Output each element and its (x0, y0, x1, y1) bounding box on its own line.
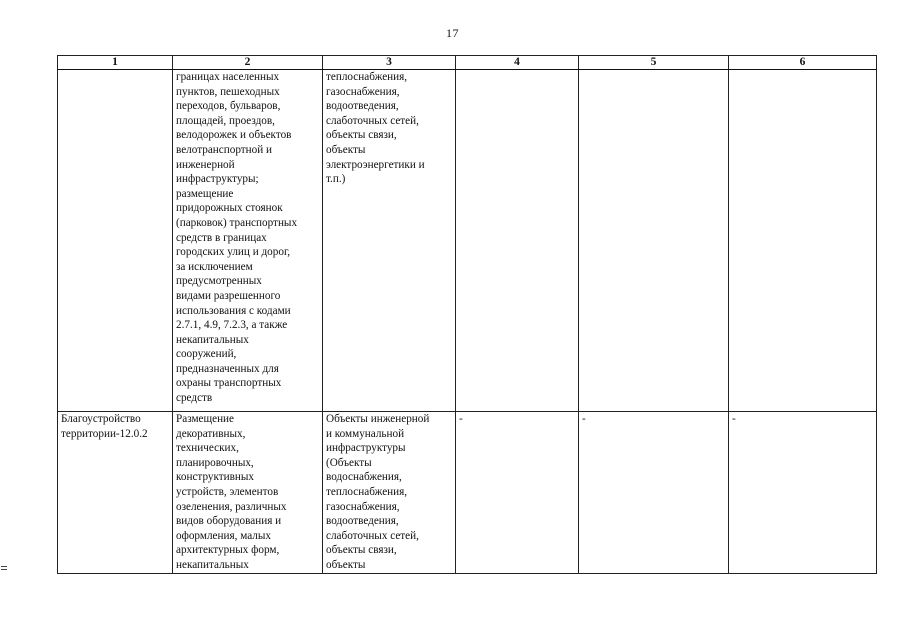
page-number: 17 (446, 26, 459, 40)
table-row (58, 412, 877, 574)
margin-line (1, 569, 7, 570)
infrastructure-objects-cell: Объекты инженерной и коммунальной инфраструктуры (Объекты водоснабжения, теплоснабжения, газоснабжения, водоотведения, слаботочных сетей, объекты связи, объекты (323, 412, 456, 574)
land-use-description-cell: Размещение декоративных, технических, планировочных, конструктивных устройств, элементов озеленения, различных видов оборудования и оформления, малых архитектурных форм, некапитальных (173, 412, 323, 574)
column-header-4: 4 (456, 56, 579, 70)
land-use-description-cell: границах населенных пунктов, пешеходных переходов, бульваров, площадей, проездов, велодорожек и объектов велотранспортной и инженерной инфраструктуры; размещение придорожных стоянок (парковок) транспортных средств в границах городских улиц и дорог, за исключением предусмотренных видами разрешенного использования с кодами 2.7.1, 4.9, 7.2.3, а также некапитальных сооружений, предназначенных для охраны транспортных средств (173, 70, 323, 412)
column-6-cell: - (729, 412, 877, 574)
column-4-cell (456, 70, 579, 412)
column-4-cell: - (456, 412, 579, 574)
land-use-name-cell (58, 70, 173, 412)
column-header-6: 6 (729, 56, 877, 70)
infrastructure-objects-cell: теплоснабжения, газоснабжения, водоотведения, слаботочных сетей, объекты связи, объекты электроэнергетики и т.п.) (323, 70, 456, 412)
table-row (58, 70, 877, 412)
margin-line (1, 566, 7, 567)
column-header-3: 3 (323, 56, 456, 70)
land-use-table (57, 55, 877, 574)
column-6-cell (729, 70, 877, 412)
land-use-name-cell: Благоустройство территории-12.0.2 (58, 412, 173, 574)
column-header-5: 5 (579, 56, 729, 70)
column-header-1: 1 (58, 56, 173, 70)
column-5-cell: - (579, 412, 729, 574)
column-5-cell (579, 70, 729, 412)
column-header-2: 2 (173, 56, 323, 70)
margin-scan-mark (1, 566, 7, 574)
table-header-row (58, 56, 877, 70)
